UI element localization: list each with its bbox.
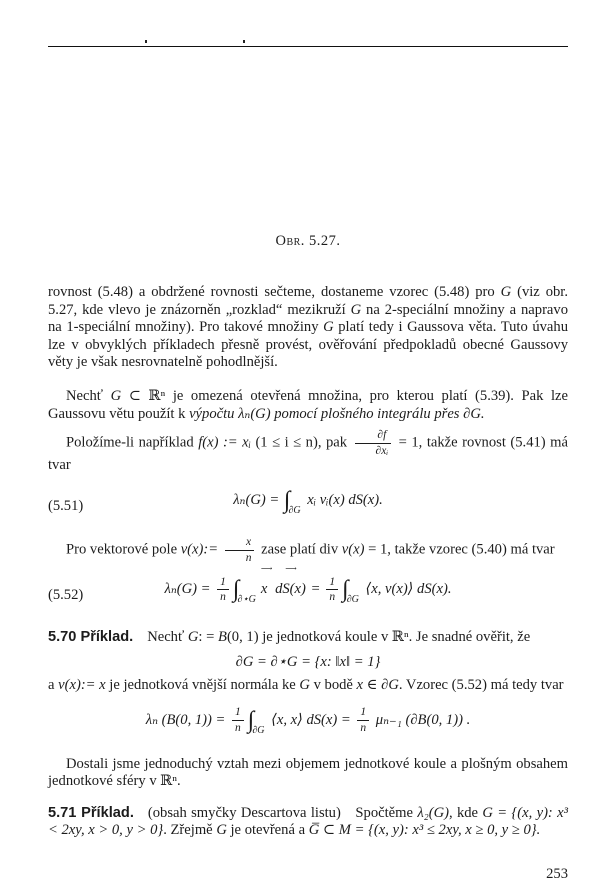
- ink-dot: [243, 40, 245, 43]
- example-label: 5.71 Příklad.: [48, 804, 134, 821]
- equation-body: $\lambda_n(G) = \int_{\partial G}$ xᵢ νᵢ(x) dS(x).: [233, 487, 383, 517]
- equation-number: (5.52): [48, 586, 84, 603]
- figure-caption: Obr. 5.27.: [275, 233, 341, 249]
- equation-ball-volume: [48, 705, 568, 746]
- paragraph-dostali-jsme: Dostali jsme jednoduchý vztah mezi objemem jednotkové koule a plošným obsahem jednotkové sféry v ℝⁿ.: [48, 755, 568, 790]
- equation-body: λₙ(G) = $\frac{1}{n}$ $\int_{\partial⋆G}$ ⟶ x ⟶ dS(x) = $\frac{1}{n}$ $\int_{\partial G}$ ⟨x, ν(x)⟩ dS(x).: [164, 564, 452, 606]
- paragraph-polozime-li: Položíme-li například f(x) := xᵢ (1 ≤ i ≤ n), pak $\frac{\partial f}{\text{∂xᵢ}}$ = 1, takže rovnost (5.41) má tvar: [48, 429, 568, 474]
- example-label: 5.70 Příklad.: [48, 629, 134, 646]
- equation-body: ∂G = ∂⋆G = {x: ‖x‖ = 1}: [235, 653, 381, 670]
- page-number: 253: [546, 865, 568, 882]
- equation-5-52: [48, 564, 568, 615]
- equation-5-51: [48, 485, 568, 526]
- header-rule: [48, 46, 568, 47]
- paragraph-necht-g: Nechť G ⊂ ℝⁿ je omezená otevřená množina, pro kterou platí (5.39). Pak lze Gaussovu větu použít k výpočtu λₙ(G) pomocí plošného integrálu přes ∂G.: [48, 387, 568, 422]
- equation-number: (5.51): [48, 497, 84, 514]
- example-intro: Nechť G: = B(0, 1) je jednotková koule v ℝⁿ. Je snadné ověřit, že: [147, 629, 531, 646]
- paragraph-gauss-remark: rovnost (5.48) a obdržené rovnosti sečteme, dostaneme vzorec (5.48) pro G (viz obr. 5.27, kde vlevo je znázorněn „rozklad“ mezikruží G na 2-speciální množiny a napravo na 1-speciální množiny). Pro takové množiny G platí tedy i Gaussova věta. Tuto úvahu lze v obvyklých příkladech přesně provést, ověřování předpokladů obecné Gaussovy věty je však nesrovnatelně pohodlnější.: [48, 284, 569, 371]
- equation-body: λₙ (B(0, 1)) = $\frac{1}{n}$ $\int_{\partial G}$ ⟨x, x⟩ dS(x) = $\frac{1}{n}$ μₙ₋₁ (∂B(0, 1)) .: [145, 706, 471, 736]
- paragraph-vektorove-pole: Pro vektorové pole v(x):= $\frac{x}{n}$ zase platí div v(x) = 1, takže vzorec (5.40) má tvar: [66, 536, 555, 564]
- example-5-70: [48, 629, 568, 647]
- example-5-71: [48, 805, 568, 840]
- paragraph-normala: a ν(x):= x je jednotková vnější normála ke G v bodě x ∈ ∂G. Vzorec (5.52) má tedy tvar: [48, 676, 564, 693]
- example-body: (obsah smyčky Descartova listu) Spočtěme λ₂(G), kde G = {(x, y): x³ < 2xy, x > 0, y > 0}. Zřejmě G je otevřená a G̅ ⊂ M = {(x, y): x³ ≤ 2xy, x ≥ 0, y ≥ 0}.: [48, 804, 568, 839]
- ink-dot: [145, 40, 147, 43]
- equation-boundary: [48, 651, 568, 673]
